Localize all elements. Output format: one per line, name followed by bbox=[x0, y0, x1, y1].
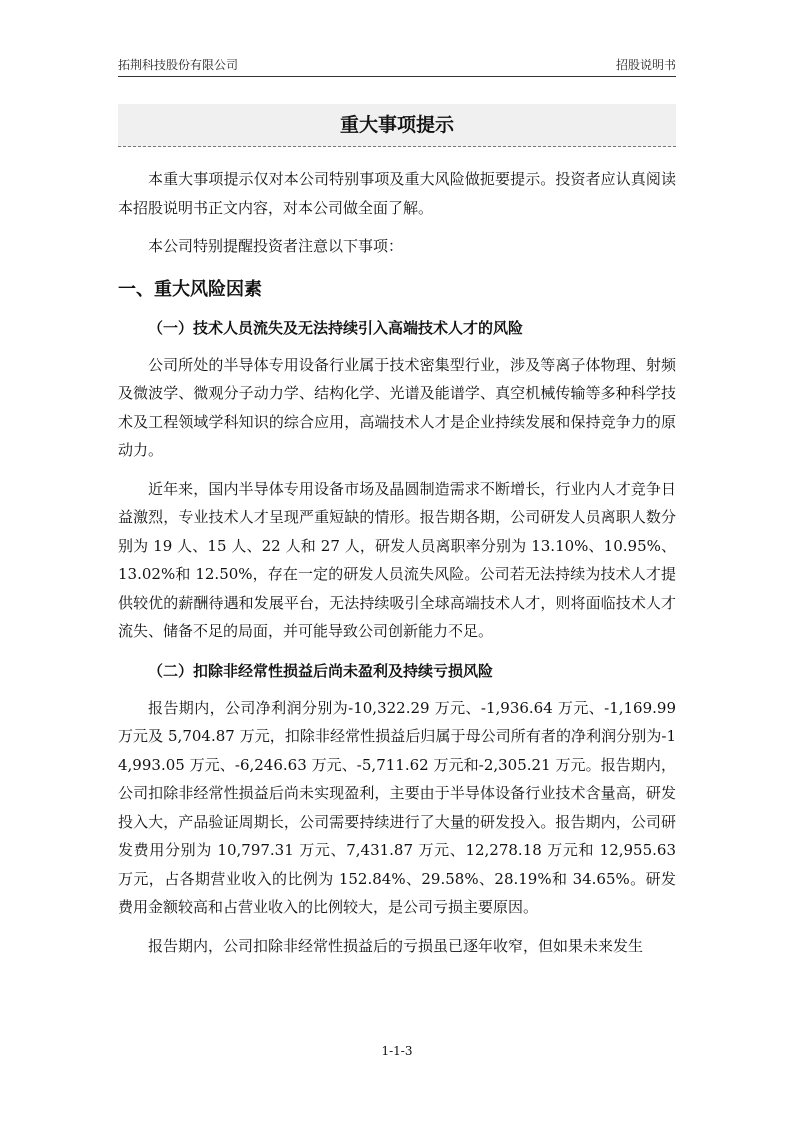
title-banner bbox=[118, 104, 676, 147]
body-paragraph: 报告期内，公司净利润分别为-10,322.29 万元、-1,936.64 万元、-1,169.99 万元及 5,704.87 万元，扣除非经常性损益后归属于母公司所有者的净利润分别为-14,993.05 万元、-6,246.63 万元、-5,711.62 万元和-2,305.21 万元。报告期内，公司扣除非经常性损益后尚未实现盈利，主要由于半导体设备行业技术含量高，研发投入大，产品验证周期长，公司需要持续进行了大量的研发投入。报告期内，公司研发费用分别为 10,797.31 万元、7,431.87 万元、12,278.18 万元和 12,955.63 万元，占各期营业收入的比例为 152.84%、29.58%、28.19%和 34.65%。研发费用金额较高和占营业收入的比例较大，是公司亏损主要原因。 bbox=[118, 698, 676, 916]
body-paragraph: 近年来，国内半导体专用设备市场及晶圆制造需求不断增长，行业内人才竞争日益激烈，专业技术人才呈现严重短缺的情形。报告期各期，公司研发人员离职人数分别为 19 人、15 人、22 人和 27 人，研发人员离职率分别为 13.10%、10.95%、13.02%和 12.50%，存在一定的研发人员流失风险。公司若无法持续为技术人才提供较优的薪酬待遇和发展平台，无法持续吸引全球高端技术人才，则将面临技术人才流失、储备不足的局面，并可能导致公司创新能力不足。 bbox=[118, 479, 676, 640]
page-number: 1-1-3 bbox=[381, 1044, 413, 1058]
body-paragraph: 报告期内，公司扣除非经常性损益后的亏损虽已逐年收窄，但如果未来发生 bbox=[148, 936, 644, 955]
intro-paragraph: 本重大事项提示仅对本公司特别事项及重大风险做扼要提示。投资者应认真阅读本招股说明书正文内容，对本公司做全面了解。 bbox=[118, 170, 676, 217]
subsection-heading: （一）技术人员流失及无法持续引入高端技术人才的风险 bbox=[148, 318, 524, 337]
document-body bbox=[118, 165, 676, 970]
intro-paragraph: 本公司特别提醒投资者注意以下事项： bbox=[148, 237, 404, 255]
page-title: 重大事项提示 bbox=[339, 114, 454, 136]
section-heading: 一、重大风险因素 bbox=[118, 278, 262, 300]
body-paragraph: 公司所处的半导体专用设备行业属于技术密集型行业，涉及等离子体物理、射频及微波学、微观分子动力学、结构化学、光谱及能谱学、真空机械传输等多种科学技术及工程领域学科知识的综合应用，高端技术人才是企业持续发展和保持竞争力的原动力。 bbox=[118, 355, 676, 459]
page-header bbox=[118, 56, 676, 76]
header-doc-type: 招股说明书 bbox=[615, 58, 676, 72]
subsection-heading: （二）扣除非经常性损益后尚未盈利及持续亏损风险 bbox=[148, 661, 494, 680]
header-divider bbox=[118, 76, 676, 77]
header-company: 拓荆科技股份有限公司 bbox=[118, 58, 239, 72]
